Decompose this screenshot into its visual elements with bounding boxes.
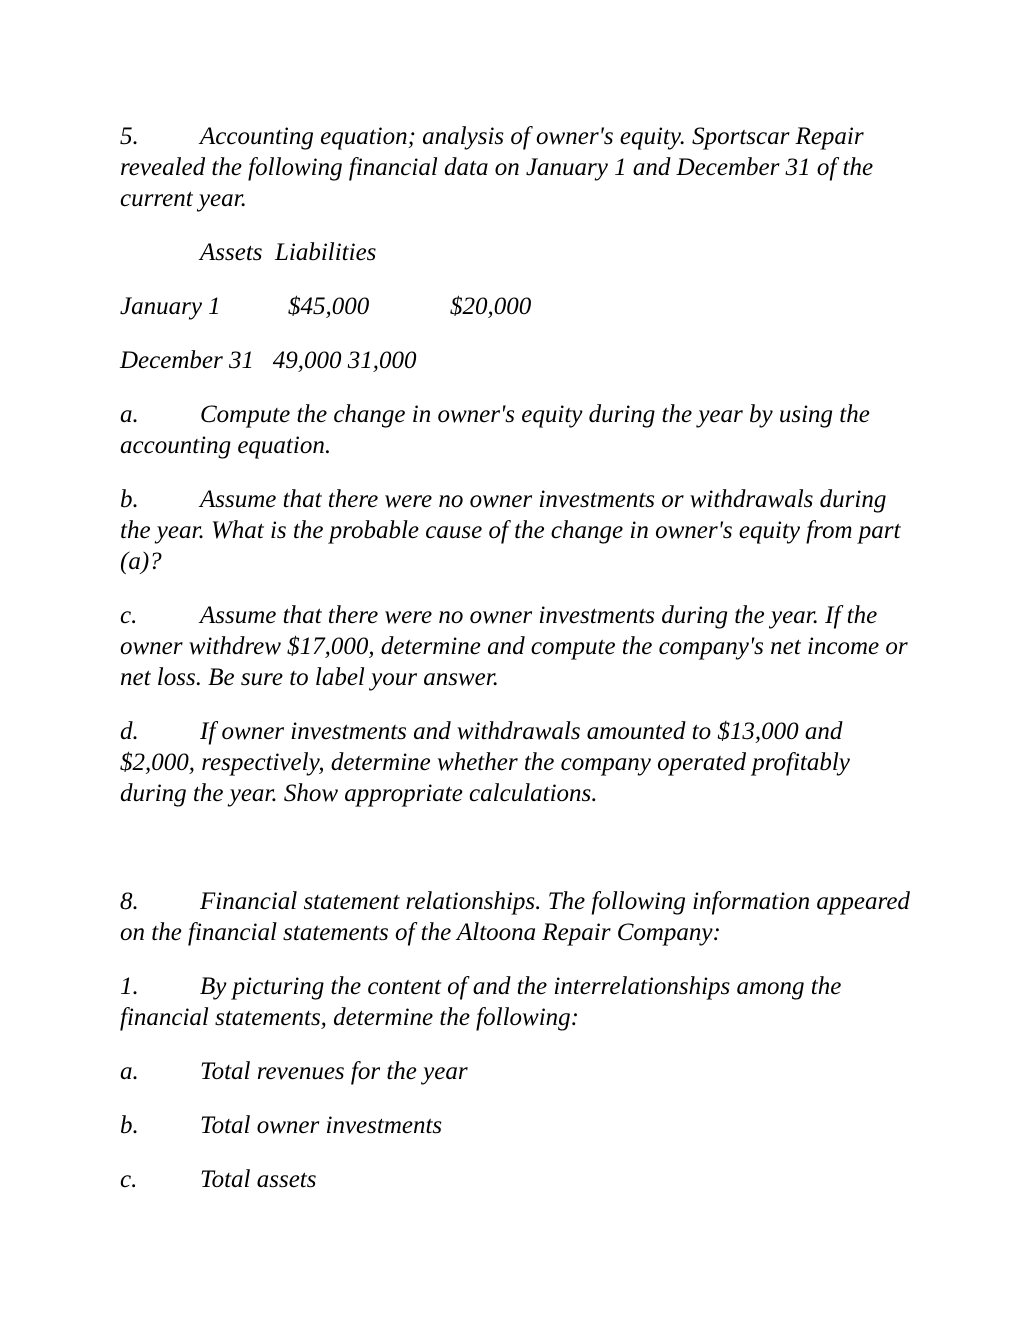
subpart-text: By picturing the content of and the interrelationships among the financial statements, determine the following: bbox=[120, 973, 842, 1031]
problem-text: Accounting equation; analysis of owner's equity. Sportscar Repair revealed the following financial data on January 1 and December 31 of the current year. bbox=[120, 123, 874, 212]
list-item bbox=[120, 1164, 910, 1195]
assets-header: Assets bbox=[200, 239, 263, 266]
subpart-number: 1. bbox=[120, 973, 139, 1000]
row-label: December 31 bbox=[120, 347, 254, 374]
item-text: Total owner investments bbox=[200, 1112, 443, 1139]
row-assets: $45,000 bbox=[288, 293, 370, 320]
problem-part bbox=[120, 399, 910, 461]
problem-text: Financial statement relationships. The following information appeared on the financial statements of the Altoona Repair Company: bbox=[120, 888, 910, 946]
document-page bbox=[120, 121, 910, 1218]
problem-part bbox=[120, 716, 910, 809]
part-text: Compute the change in owner's equity during the year by using the accounting equation. bbox=[120, 401, 870, 459]
row-assets: 49,000 bbox=[272, 347, 342, 374]
part-letter: a. bbox=[120, 401, 139, 428]
item-letter: b. bbox=[120, 1112, 139, 1139]
list-item bbox=[120, 1056, 910, 1087]
problem-8-heading bbox=[120, 886, 910, 948]
table-header-row bbox=[120, 237, 910, 268]
problem-5-heading bbox=[120, 121, 910, 214]
row-liabilities: 31,000 bbox=[347, 347, 417, 374]
problem-part bbox=[120, 484, 910, 577]
part-letter: c. bbox=[120, 602, 138, 629]
liabilities-header: Liabilities bbox=[275, 239, 377, 266]
part-letter: b. bbox=[120, 486, 139, 513]
table-row bbox=[120, 291, 910, 322]
problem-number: 8. bbox=[120, 888, 139, 915]
part-text: If owner investments and withdrawals amounted to $13,000 and $2,000, respectively, determine whether the company operated profitably during the year. Show appropriate calculations. bbox=[120, 718, 850, 807]
problem-number: 5. bbox=[120, 123, 139, 150]
row-liabilities: $20,000 bbox=[450, 293, 532, 320]
part-text: Assume that there were no owner investments during the year. If the owner withdrew $17,000, determine and compute the company's net income or net loss. Be sure to label your answer. bbox=[120, 602, 908, 691]
item-letter: c. bbox=[120, 1166, 138, 1193]
problem-subpart bbox=[120, 971, 910, 1033]
problem-part bbox=[120, 600, 910, 693]
row-label: January 1 bbox=[120, 293, 221, 320]
item-text: Total assets bbox=[200, 1166, 317, 1193]
list-item bbox=[120, 1110, 910, 1141]
table-row bbox=[120, 345, 910, 376]
item-text: Total revenues for the year bbox=[200, 1058, 468, 1085]
section-spacer bbox=[120, 832, 910, 886]
part-text: Assume that there were no owner investments or withdrawals during the year. What is the probable cause of the change in owner's equity from part (a)? bbox=[120, 486, 901, 575]
part-letter: d. bbox=[120, 718, 139, 745]
item-letter: a. bbox=[120, 1058, 139, 1085]
